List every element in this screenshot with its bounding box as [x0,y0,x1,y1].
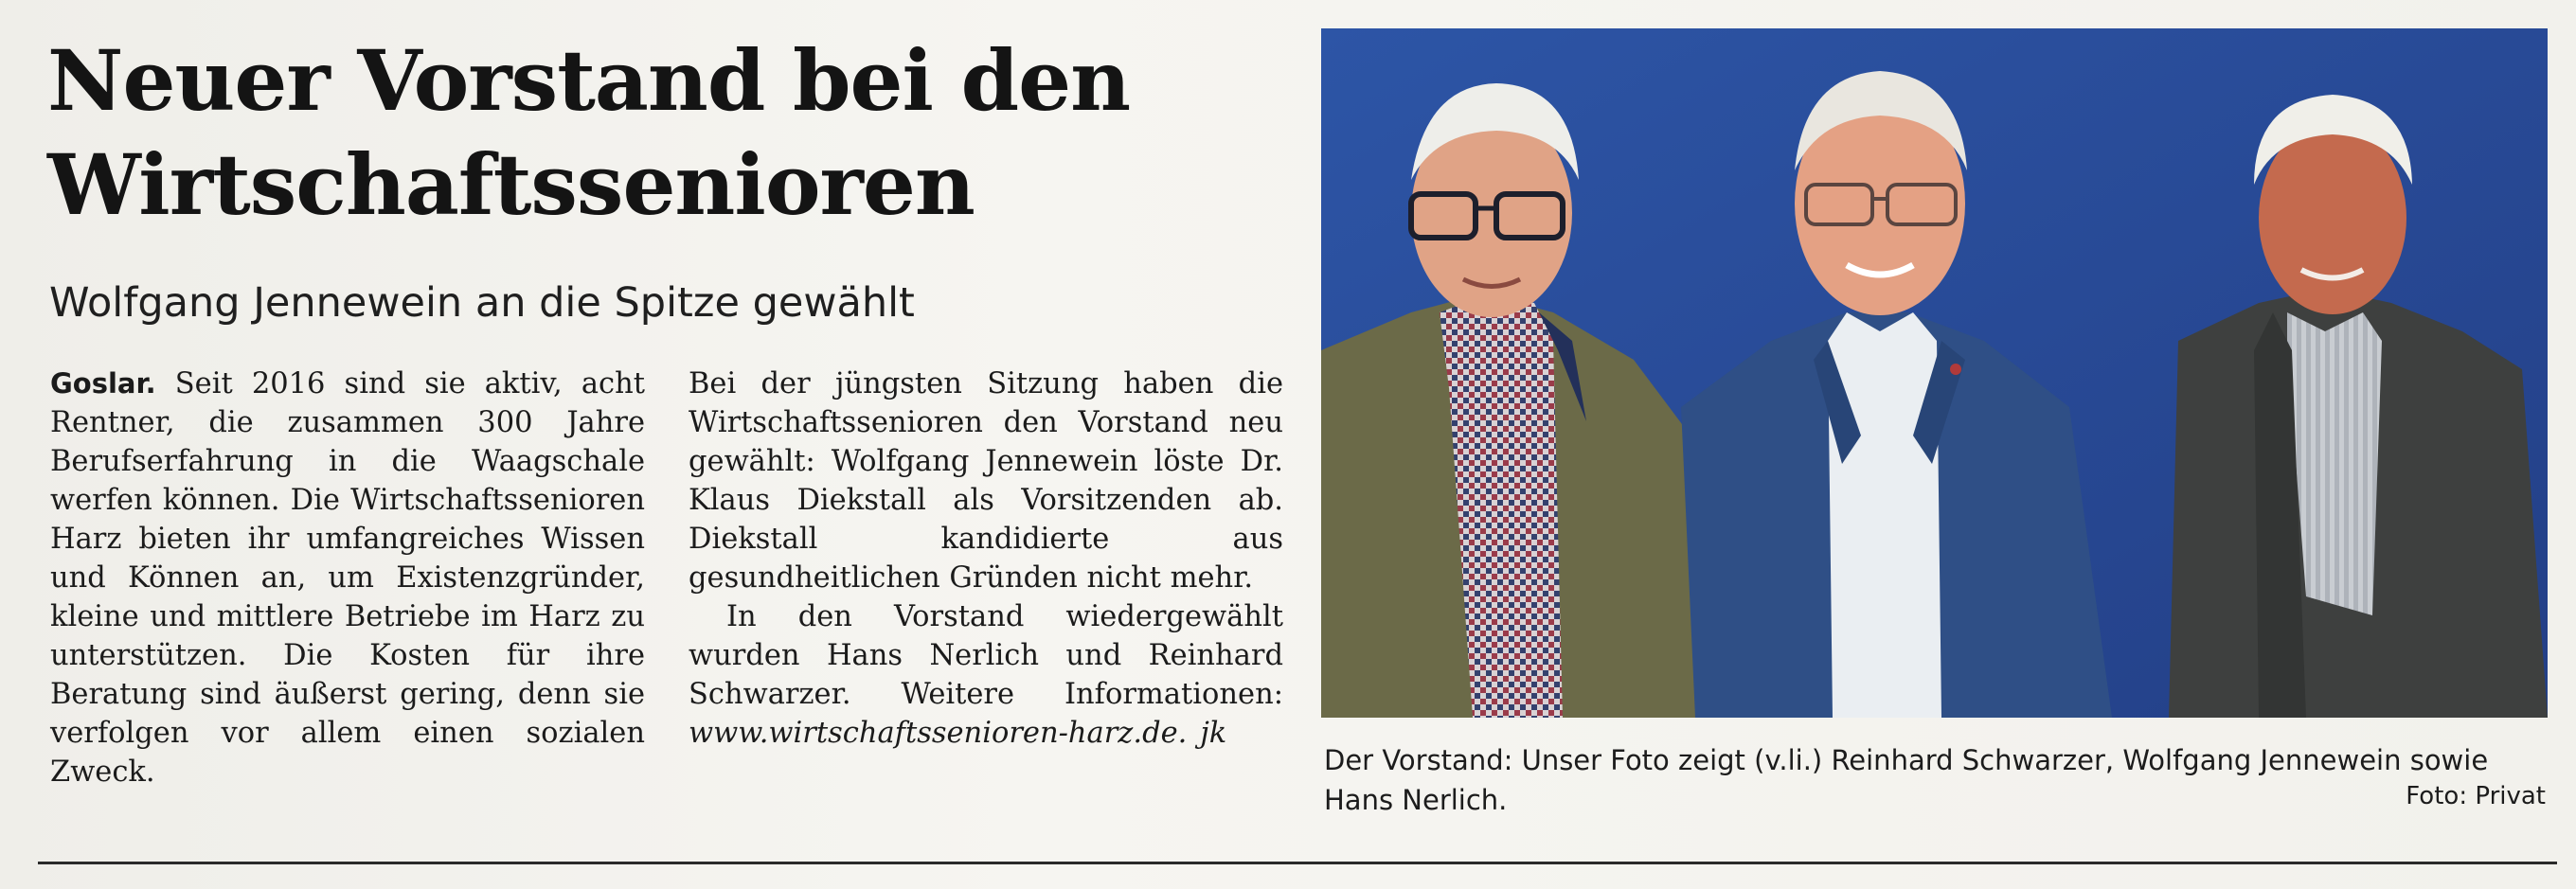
article-headline [47,28,1279,237]
article-subtitle: Wolfgang Jennewein an die Spitze gewählt [49,279,915,327]
article-column-1 [50,364,645,791]
column-1-text: Seit 2016 sind sie aktiv, acht Rentner, die zusammen 300 Jahre Berufserfahrung in die Waagschale werfen können. Die Wirtschaftssenioren Harz bieten ihr umfangreiches Wissen und Können an, um Existenzgründer, kleine und mittlere Betriebe im Harz zu unterstützen. Die Kosten für ihre Beratung sind äußerst gering, denn sie verfolgen vor allem einen sozialen Zweck. [50,367,645,789]
website-url: www.wirtschaftssenioren-harz.de. [689,717,1188,750]
dateline: Goslar. [50,367,156,400]
photo-credit: Foto: Privat [2406,782,2546,810]
bottom-rule [38,862,2557,864]
article-column-2 [689,364,1283,753]
headline-line-1: Neuer Vorstand bei den [47,31,1131,130]
photo-caption: Der Vorstand: Unser Foto zeigt (v.li.) Reinhard Schwarzer, Wolfgang Jennewein sowie Hans Nerlich. [1324,744,2489,816]
column-2-paragraph-1: Bei der jüngsten Sitzung haben die Wirtschaftssenioren den Vorstand neu gewählt: Wolfgang Jennewein löste Dr. Klaus Diekstall als Vorsitzenden ab. Diekstall kandidierte aus gesundheitlichen Gründen nicht mehr. [689,367,1283,595]
board-photo [1321,28,2548,718]
column-2-paragraph-2 [689,597,1283,753]
paragraph-2-text: In den Vorstand wiedergewählt wurden Hans Nerlich und Reinhard Schwarzer. Weitere Informationen: [689,600,1283,711]
author-initials: jk [1200,717,1227,750]
headline-line-2: Wirtschaftssenioren [47,135,975,234]
